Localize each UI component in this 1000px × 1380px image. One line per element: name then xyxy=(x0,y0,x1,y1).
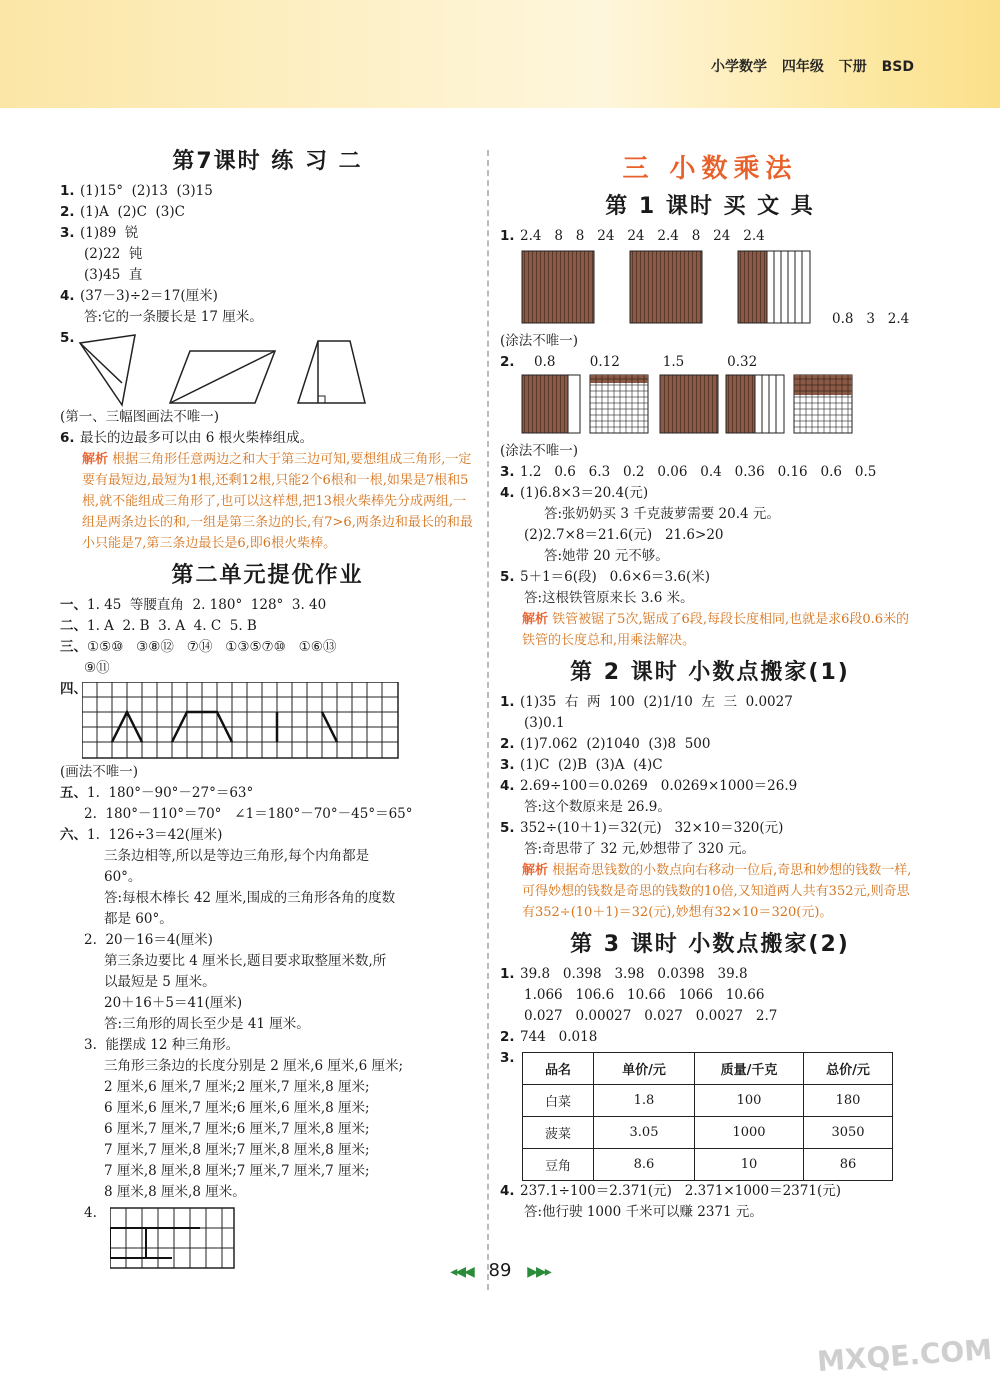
q-num: 4. xyxy=(500,485,515,501)
r-answer-line: 答:这根铁管原来长 3.6 米。 xyxy=(524,590,694,606)
section-title: 第7课时 练 习 二 xyxy=(172,149,363,174)
page-footer xyxy=(430,1260,570,1281)
answer-text: (1)C (2)B (3)A (4)C xyxy=(520,757,663,773)
r-answer-line: 答:张奶奶买 3 千克菠萝需要 20.4 元。 xyxy=(544,506,780,522)
answer-text: 39.8 0.398 3.98 0.0398 39.8 xyxy=(520,966,748,982)
answer-text: (1)7.062 (2)1040 (3)8 500 xyxy=(520,736,711,752)
l2-answer-2 xyxy=(500,734,920,755)
q-num: 一、 xyxy=(60,597,87,613)
part-6 xyxy=(60,825,475,846)
r-answer-4 xyxy=(500,483,920,504)
analysis-block xyxy=(60,449,475,554)
answer-4b: 答:它的一条腰长是 17 厘米。 xyxy=(84,309,263,325)
part-2 xyxy=(60,616,475,637)
part-6-line: 第三条边要比 4 厘米长,题目要求取整厘米数,所 xyxy=(104,953,387,969)
column-divider xyxy=(487,150,489,1290)
l3-answer-line: 答:他行驶 1000 千米可以赚 2371 元。 xyxy=(524,1204,763,1220)
r-answer-2-note: (涂法不唯一) xyxy=(500,443,579,459)
q-num: 2. xyxy=(500,1029,515,1045)
l2-answer-5 xyxy=(500,818,920,839)
part-6-line: 6 厘米,7 厘米,7 厘米;6 厘米,7 厘米,8 厘米; xyxy=(104,1121,370,1137)
part-5b: 2. 180°－110°＝70° ∠1＝180°－70°－45°＝65° xyxy=(84,806,413,822)
l3-answer-line: 1.066 106.6 10.66 1066 10.66 xyxy=(524,987,765,1003)
answer-text: (1)A (2)C (3)C xyxy=(80,204,185,220)
answer-text: 1. 126÷3＝42(厘米) xyxy=(87,827,223,843)
part-6-line: 20＋16＋5＝41(厘米) xyxy=(104,995,243,1011)
table-cell: 豆角 xyxy=(523,1149,594,1181)
q-num: 3. xyxy=(500,1050,515,1066)
unit-title: 三 小数乘法 xyxy=(622,154,798,184)
analysis-block xyxy=(500,860,920,923)
answer-text: (1)6.8×3＝20.4(元) xyxy=(520,485,649,501)
table-cell: 8.6 xyxy=(594,1149,695,1181)
l2-answer-3 xyxy=(500,755,920,776)
q-num: 3. xyxy=(60,225,75,241)
analysis-label: 解析 xyxy=(82,452,109,467)
l2-answer-line: (3)0.1 xyxy=(524,715,565,731)
lesson-title: 第 1 课时 买 文 具 xyxy=(605,194,815,219)
answer-text: 744 0.018 xyxy=(520,1029,598,1045)
shaded-grids xyxy=(500,373,920,437)
header-band xyxy=(0,0,1000,108)
answer-3b: (2)22 钝 xyxy=(84,246,143,262)
part-6-line: 答:三角形的周长至少是 41 厘米。 xyxy=(104,1016,310,1032)
q-num: 3. xyxy=(500,757,515,773)
next-arrows-icon: ▶▶▸ xyxy=(527,1264,550,1280)
part-6-line: 7 厘米,8 厘米,8 厘米;7 厘米,7 厘米,7 厘米; xyxy=(104,1163,370,1179)
answer-text: (1)89 锐 xyxy=(80,225,139,241)
q-num: 4. xyxy=(60,288,75,304)
table-header: 质量/千克 xyxy=(695,1053,804,1085)
l2-answer-line: 答:奇思带了 32 元,妙想带了 320 元。 xyxy=(524,841,755,857)
table-header: 单价/元 xyxy=(594,1053,695,1085)
q-num: 2. xyxy=(60,204,75,220)
l2-answer-line: 答:这个数原来是 26.9。 xyxy=(524,799,671,815)
q-num: 2. xyxy=(500,354,515,370)
q-num: 6. xyxy=(60,430,75,446)
part-6-line: 答:每根木棒长 42 厘米,围成的三角形各角的度数 xyxy=(104,890,396,906)
l3-answer-2 xyxy=(500,1027,920,1048)
part-6-line: 7 厘米,7 厘米,8 厘米;7 厘米,8 厘米,8 厘米; xyxy=(104,1142,370,1158)
q-num: 六、 xyxy=(60,827,87,843)
table-cell: 1.8 xyxy=(594,1085,695,1117)
table-row xyxy=(523,1085,893,1117)
analysis-label: 解析 xyxy=(522,863,549,878)
answer-text: (1)35 右 两 100 (2)1/10 左 三 0.0027 xyxy=(520,694,793,710)
answer-text: 1. A 2. B 3. A 4. C 5. B xyxy=(87,618,257,634)
book-header: 小学数学 四年级 下册 BSD xyxy=(711,59,914,75)
part-6-line: 8 厘米,8 厘米,8 厘米。 xyxy=(104,1184,246,1200)
q-num: 2. xyxy=(500,736,515,752)
left-column xyxy=(60,140,475,1270)
table-header: 品名 xyxy=(523,1053,594,1085)
part-6-line: 三角形三条边的长度分别是 2 厘米,6 厘米,6 厘米; xyxy=(104,1058,404,1074)
answer-text: 2.4 8 8 24 24 2.4 8 24 2.4 xyxy=(520,228,765,244)
triangle-drawings xyxy=(60,333,460,407)
q-num: 4. xyxy=(500,778,515,794)
part-6-3: 3. 能摆成 12 种三角形。 xyxy=(84,1037,240,1053)
part-5 xyxy=(60,783,475,804)
price-table xyxy=(522,1052,893,1181)
table-cell: 白菜 xyxy=(523,1085,594,1117)
answer-text: 1. 45 等腰直角 2. 180° 128° 3. 40 xyxy=(87,597,327,613)
part-6-line: 60°。 xyxy=(104,869,142,885)
part-6-line: 2 厘米,6 厘米,7 厘米;2 厘米,7 厘米,8 厘米; xyxy=(104,1079,370,1095)
table-header: 总价/元 xyxy=(804,1053,893,1085)
analysis-block xyxy=(500,609,920,651)
prev-arrows-icon: ◂◀◀ xyxy=(450,1264,473,1280)
l3-answer-line: 0.027 0.00027 0.027 0.0027 2.7 xyxy=(524,1008,778,1024)
table-cell: 3.05 xyxy=(594,1117,695,1149)
r-answer-2 xyxy=(500,352,920,373)
answer-text: 2.69÷100＝0.0269 0.0269×1000＝26.9 xyxy=(520,778,798,794)
q-num: 5. xyxy=(500,569,515,585)
q-num: 三、 xyxy=(60,639,87,655)
table-cell: 菠菜 xyxy=(523,1117,594,1149)
answer-3c: (3)45 直 xyxy=(84,267,143,283)
grid-drawing xyxy=(82,682,482,762)
answer-text: 最长的边最多可以由 6 根火柴棒组成。 xyxy=(80,430,314,446)
section-title: 第二单元提优作业 xyxy=(171,563,364,588)
part-3b: ⑨⑪ xyxy=(84,660,110,676)
r-answer-line: (2)2.7×8＝21.6(元) 21.6>20 xyxy=(524,527,724,543)
answer-3 xyxy=(60,223,475,244)
analysis-label: 解析 xyxy=(522,612,549,627)
answer-2 xyxy=(60,202,475,223)
q-num: 5. xyxy=(60,330,75,346)
point-grid-drawing xyxy=(110,1206,310,1270)
answer-1 xyxy=(60,181,475,202)
l3-answer-1 xyxy=(500,964,920,985)
part-4-note: (画法不唯一) xyxy=(60,764,139,780)
page-number: 89 xyxy=(488,1260,512,1281)
bar-figures-1 xyxy=(500,247,920,331)
q-num: 四、 xyxy=(60,681,87,697)
l2-answer-1 xyxy=(500,692,920,713)
right-column xyxy=(500,140,920,1223)
q-num: 1. xyxy=(500,694,515,710)
part-3 xyxy=(60,637,475,658)
table-cell: 3050 xyxy=(804,1117,893,1149)
table-row xyxy=(523,1117,893,1149)
watermark: MXQE.COM xyxy=(815,1332,993,1379)
q-num: 五、 xyxy=(60,785,87,801)
table-row xyxy=(523,1149,893,1181)
part-6-line: 三条边相等,所以是等边三角形,每个内角都是 xyxy=(104,848,370,864)
lesson-title: 第 2 课时 小数点搬家(1) xyxy=(570,660,850,685)
answer-4 xyxy=(60,286,475,307)
table-cell: 100 xyxy=(695,1085,804,1117)
answer-text: 352÷(10＋1)＝32(元) 32×10＝320(元) xyxy=(520,820,784,836)
answer-6 xyxy=(60,428,475,449)
table-cell: 1000 xyxy=(695,1117,804,1149)
answer-5-note: (第一、三幅图画法不唯一) xyxy=(60,409,220,425)
table-header-row xyxy=(523,1053,893,1085)
q-num: 1. xyxy=(60,183,75,199)
analysis-text: 铁管被锯了5次,锯成了6段,每段长度相同,也就是求6段0.6米的铁管的长度总和,用乘法解决。 xyxy=(522,612,910,648)
q-num: 5. xyxy=(500,820,515,836)
answer-text: 1. 180°－90°－27°＝63° xyxy=(87,785,254,801)
q-num: 4. xyxy=(500,1183,515,1199)
part-6-line: 以最短是 5 厘米。 xyxy=(104,974,216,990)
answer-text: 237.1÷100＝2.371(元) 2.371×1000＝2371(元) xyxy=(520,1183,841,1199)
table-cell: 86 xyxy=(804,1149,893,1181)
r-answer-3 xyxy=(500,462,920,483)
answer-text: (37－3)÷2＝17(厘米) xyxy=(80,288,218,304)
lesson-title: 第 3 课时 小数点搬家(2) xyxy=(570,932,850,957)
bar-values: 0.8 3 2.4 xyxy=(832,311,910,327)
part-6-2: 2. 20－16＝4(厘米) xyxy=(84,932,213,948)
q-num: 二、 xyxy=(60,618,87,634)
table-cell: 180 xyxy=(804,1085,893,1117)
q-num: 3. xyxy=(500,464,515,480)
table-cell: 10 xyxy=(695,1149,804,1181)
r-answer-1 xyxy=(500,226,920,247)
q-num: 1. xyxy=(500,966,515,982)
r-answer-5 xyxy=(500,567,920,588)
analysis-text: 根据奇思钱数的小数点向右移动一位后,奇思和妙想的钱数一样,可得妙想的钱数是奇思的钱数的10倍,又知道两人共有352元,则奇思有352÷(10＋1)＝32(元),妙想有32×10＝320(元)。 xyxy=(522,863,912,920)
answer-text: ①⑤⑩ ③⑧⑫ ⑦⑭ ①③⑤⑦⑩ ①⑥⑬ xyxy=(87,639,337,655)
analysis-text: 根据三角形任意两边之和大于第三边可知,要想组成三角形,一定要有最短边,最短为1根,还剩12根,只能2个6根和一根,如果是7根和5根,就不能组成三角形了,也可以这样想,把13根火柴棒先分成两组,一组是两条边长的和,一组是第三条边的长,有7>6,两条边和最长的和最小只能是7,第三条边最长是6,即6根火柴棒。 xyxy=(82,452,473,551)
part-1 xyxy=(60,595,475,616)
answer-text: 5＋1＝6(段) 0.6×6＝3.6(米) xyxy=(520,569,711,585)
part-6-line: 都是 60°。 xyxy=(104,911,173,927)
q-num: 1. xyxy=(500,228,515,244)
l3-answer-4 xyxy=(500,1181,920,1202)
answer-text: 0.8 0.12 1.5 0.32 xyxy=(534,354,758,370)
answer-text: 1.2 0.6 6.3 0.2 0.06 0.4 0.36 0.16 0.6 0.5 xyxy=(520,464,877,480)
answer-text: (1)15° (2)13 (3)15 xyxy=(80,183,213,199)
r-answer-1-note: (涂法不唯一) xyxy=(500,333,579,349)
l2-answer-4 xyxy=(500,776,920,797)
r-answer-line: 答:她带 20 元不够。 xyxy=(544,548,669,564)
part-6-line: 6 厘米,6 厘米,7 厘米;6 厘米,6 厘米,8 厘米; xyxy=(104,1100,370,1116)
part-6-4: 4. xyxy=(84,1205,97,1221)
